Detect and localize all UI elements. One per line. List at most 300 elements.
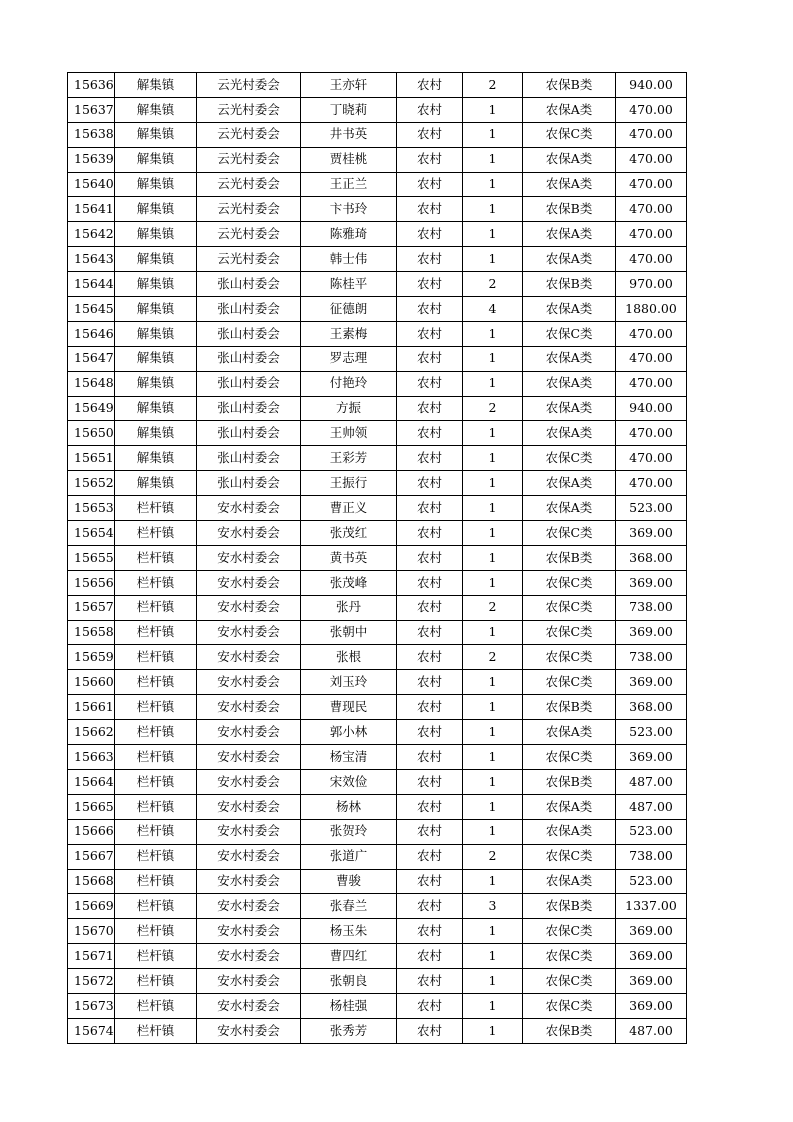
village-committee-cell: 云光村委会 xyxy=(197,197,301,222)
table-row xyxy=(68,1018,687,1043)
record-id-cell: 15640 xyxy=(68,172,115,197)
household-size-cell: 2 xyxy=(463,272,523,297)
table-row xyxy=(68,645,687,670)
household-size-cell: 1 xyxy=(463,147,523,172)
household-size-cell: 1 xyxy=(463,545,523,570)
record-id-cell: 15645 xyxy=(68,297,115,322)
insurance-category-cell: 农保A类 xyxy=(523,794,616,819)
table-row xyxy=(68,869,687,894)
table-row xyxy=(68,969,687,994)
village-committee-cell: 张山村委会 xyxy=(197,396,301,421)
household-type-cell: 农村 xyxy=(397,1018,463,1043)
insurance-category-cell: 农保C类 xyxy=(523,844,616,869)
village-committee-cell: 云光村委会 xyxy=(197,97,301,122)
insurance-category-cell: 农保B类 xyxy=(523,894,616,919)
table-row xyxy=(68,919,687,944)
household-size-cell: 1 xyxy=(463,197,523,222)
table-row xyxy=(68,421,687,446)
household-size-cell: 1 xyxy=(463,570,523,595)
person-name-cell: 曹现民 xyxy=(301,695,397,720)
household-size-cell: 2 xyxy=(463,396,523,421)
person-name-cell: 杨宝清 xyxy=(301,745,397,770)
amount-cell: 738.00 xyxy=(616,595,687,620)
household-size-cell: 1 xyxy=(463,869,523,894)
table-row xyxy=(68,695,687,720)
town-cell: 解集镇 xyxy=(115,272,197,297)
amount-cell: 369.00 xyxy=(616,670,687,695)
amount-cell: 369.00 xyxy=(616,745,687,770)
village-committee-cell: 安水村委会 xyxy=(197,695,301,720)
insurance-category-cell: 农保C类 xyxy=(523,570,616,595)
amount-cell: 470.00 xyxy=(616,346,687,371)
village-committee-cell: 安水村委会 xyxy=(197,745,301,770)
amount-cell: 470.00 xyxy=(616,147,687,172)
table-row xyxy=(68,894,687,919)
person-name-cell: 井书英 xyxy=(301,122,397,147)
village-committee-cell: 云光村委会 xyxy=(197,247,301,272)
person-name-cell: 陈雅琦 xyxy=(301,222,397,247)
insurance-category-cell: 农保A类 xyxy=(523,346,616,371)
person-name-cell: 郭小林 xyxy=(301,720,397,745)
person-name-cell: 张茂峰 xyxy=(301,570,397,595)
town-cell: 解集镇 xyxy=(115,197,197,222)
record-id-cell: 15657 xyxy=(68,595,115,620)
village-committee-cell: 云光村委会 xyxy=(197,222,301,247)
record-id-cell: 15665 xyxy=(68,794,115,819)
record-id-cell: 15674 xyxy=(68,1018,115,1043)
person-name-cell: 韩士伟 xyxy=(301,247,397,272)
amount-cell: 369.00 xyxy=(616,570,687,595)
town-cell: 栏杆镇 xyxy=(115,919,197,944)
person-name-cell: 丁晓莉 xyxy=(301,97,397,122)
household-size-cell: 1 xyxy=(463,521,523,546)
insurance-category-cell: 农保A类 xyxy=(523,421,616,446)
town-cell: 栏杆镇 xyxy=(115,794,197,819)
amount-cell: 470.00 xyxy=(616,197,687,222)
household-size-cell: 1 xyxy=(463,1018,523,1043)
table-row xyxy=(68,321,687,346)
table-row xyxy=(68,819,687,844)
town-cell: 解集镇 xyxy=(115,172,197,197)
household-type-cell: 农村 xyxy=(397,321,463,346)
amount-cell: 470.00 xyxy=(616,97,687,122)
person-name-cell: 王素梅 xyxy=(301,321,397,346)
record-id-cell: 15648 xyxy=(68,371,115,396)
village-committee-cell: 张山村委会 xyxy=(197,421,301,446)
amount-cell: 470.00 xyxy=(616,446,687,471)
person-name-cell: 陈桂平 xyxy=(301,272,397,297)
town-cell: 解集镇 xyxy=(115,421,197,446)
insurance-category-cell: 农保A类 xyxy=(523,496,616,521)
village-committee-cell: 安水村委会 xyxy=(197,545,301,570)
village-committee-cell: 安水村委会 xyxy=(197,595,301,620)
household-size-cell: 1 xyxy=(463,794,523,819)
household-type-cell: 农村 xyxy=(397,993,463,1018)
amount-cell: 368.00 xyxy=(616,545,687,570)
person-name-cell: 王振行 xyxy=(301,471,397,496)
amount-cell: 369.00 xyxy=(616,944,687,969)
household-type-cell: 农村 xyxy=(397,396,463,421)
town-cell: 解集镇 xyxy=(115,446,197,471)
insurance-category-cell: 农保A类 xyxy=(523,247,616,272)
amount-cell: 487.00 xyxy=(616,1018,687,1043)
household-size-cell: 2 xyxy=(463,73,523,98)
person-name-cell: 张贺玲 xyxy=(301,819,397,844)
insurance-category-cell: 农保A类 xyxy=(523,869,616,894)
household-size-cell: 1 xyxy=(463,969,523,994)
household-size-cell: 1 xyxy=(463,471,523,496)
table-row xyxy=(68,197,687,222)
amount-cell: 523.00 xyxy=(616,496,687,521)
town-cell: 解集镇 xyxy=(115,122,197,147)
village-committee-cell: 安水村委会 xyxy=(197,819,301,844)
village-committee-cell: 云光村委会 xyxy=(197,147,301,172)
household-type-cell: 农村 xyxy=(397,421,463,446)
table-row xyxy=(68,222,687,247)
town-cell: 栏杆镇 xyxy=(115,720,197,745)
insurance-category-cell: 农保B类 xyxy=(523,769,616,794)
household-size-cell: 1 xyxy=(463,670,523,695)
table-row xyxy=(68,446,687,471)
table-row xyxy=(68,545,687,570)
household-type-cell: 农村 xyxy=(397,147,463,172)
record-id-cell: 15669 xyxy=(68,894,115,919)
amount-cell: 523.00 xyxy=(616,869,687,894)
table-row xyxy=(68,620,687,645)
person-name-cell: 曹骏 xyxy=(301,869,397,894)
table-row xyxy=(68,396,687,421)
household-type-cell: 农村 xyxy=(397,570,463,595)
household-type-cell: 农村 xyxy=(397,695,463,720)
town-cell: 栏杆镇 xyxy=(115,894,197,919)
insurance-category-cell: 农保A类 xyxy=(523,371,616,396)
town-cell: 解集镇 xyxy=(115,471,197,496)
household-size-cell: 3 xyxy=(463,894,523,919)
household-size-cell: 1 xyxy=(463,122,523,147)
insurance-category-cell: 农保C类 xyxy=(523,645,616,670)
household-size-cell: 1 xyxy=(463,919,523,944)
table-row xyxy=(68,122,687,147)
table-row xyxy=(68,595,687,620)
village-committee-cell: 云光村委会 xyxy=(197,122,301,147)
person-name-cell: 张朝中 xyxy=(301,620,397,645)
table-row xyxy=(68,944,687,969)
insurance-category-cell: 农保B类 xyxy=(523,272,616,297)
amount-cell: 487.00 xyxy=(616,769,687,794)
insurance-category-cell: 农保B类 xyxy=(523,545,616,570)
record-id-cell: 15647 xyxy=(68,346,115,371)
household-type-cell: 农村 xyxy=(397,819,463,844)
village-committee-cell: 安水村委会 xyxy=(197,720,301,745)
person-name-cell: 杨玉朱 xyxy=(301,919,397,944)
village-committee-cell: 张山村委会 xyxy=(197,272,301,297)
person-name-cell: 方振 xyxy=(301,396,397,421)
town-cell: 栏杆镇 xyxy=(115,844,197,869)
record-id-cell: 15667 xyxy=(68,844,115,869)
household-size-cell: 1 xyxy=(463,97,523,122)
insurance-category-cell: 农保A类 xyxy=(523,222,616,247)
amount-cell: 369.00 xyxy=(616,919,687,944)
household-type-cell: 农村 xyxy=(397,794,463,819)
table-row xyxy=(68,97,687,122)
insurance-category-cell: 农保B类 xyxy=(523,1018,616,1043)
village-committee-cell: 安水村委会 xyxy=(197,570,301,595)
town-cell: 栏杆镇 xyxy=(115,869,197,894)
insurance-category-cell: 农保C类 xyxy=(523,122,616,147)
record-table xyxy=(67,72,687,1044)
insurance-category-cell: 农保A类 xyxy=(523,147,616,172)
amount-cell: 487.00 xyxy=(616,794,687,819)
village-committee-cell: 安水村委会 xyxy=(197,496,301,521)
table-row xyxy=(68,471,687,496)
amount-cell: 470.00 xyxy=(616,471,687,496)
amount-cell: 940.00 xyxy=(616,396,687,421)
table-row xyxy=(68,172,687,197)
insurance-category-cell: 农保C类 xyxy=(523,969,616,994)
record-id-cell: 15655 xyxy=(68,545,115,570)
village-committee-cell: 云光村委会 xyxy=(197,73,301,98)
town-cell: 栏杆镇 xyxy=(115,670,197,695)
town-cell: 解集镇 xyxy=(115,396,197,421)
record-id-cell: 15639 xyxy=(68,147,115,172)
household-type-cell: 农村 xyxy=(397,346,463,371)
household-type-cell: 农村 xyxy=(397,894,463,919)
town-cell: 栏杆镇 xyxy=(115,645,197,670)
insurance-category-cell: 农保C类 xyxy=(523,620,616,645)
table-row xyxy=(68,670,687,695)
record-id-cell: 15653 xyxy=(68,496,115,521)
insurance-category-cell: 农保C类 xyxy=(523,446,616,471)
town-cell: 栏杆镇 xyxy=(115,521,197,546)
person-name-cell: 刘玉玲 xyxy=(301,670,397,695)
household-size-cell: 1 xyxy=(463,769,523,794)
person-name-cell: 曹四红 xyxy=(301,944,397,969)
household-type-cell: 农村 xyxy=(397,645,463,670)
amount-cell: 369.00 xyxy=(616,969,687,994)
household-size-cell: 1 xyxy=(463,222,523,247)
village-committee-cell: 安水村委会 xyxy=(197,869,301,894)
table-row xyxy=(68,73,687,98)
person-name-cell: 张茂红 xyxy=(301,521,397,546)
household-size-cell: 1 xyxy=(463,620,523,645)
amount-cell: 470.00 xyxy=(616,172,687,197)
insurance-category-cell: 农保C类 xyxy=(523,944,616,969)
record-id-cell: 15654 xyxy=(68,521,115,546)
table-row xyxy=(68,844,687,869)
town-cell: 解集镇 xyxy=(115,297,197,322)
village-committee-cell: 张山村委会 xyxy=(197,346,301,371)
amount-cell: 368.00 xyxy=(616,695,687,720)
table-row xyxy=(68,496,687,521)
person-name-cell: 黄书英 xyxy=(301,545,397,570)
record-id-cell: 15643 xyxy=(68,247,115,272)
person-name-cell: 卞书玲 xyxy=(301,197,397,222)
amount-cell: 470.00 xyxy=(616,222,687,247)
town-cell: 栏杆镇 xyxy=(115,769,197,794)
town-cell: 解集镇 xyxy=(115,73,197,98)
record-id-cell: 15652 xyxy=(68,471,115,496)
household-type-cell: 农村 xyxy=(397,944,463,969)
record-id-cell: 15662 xyxy=(68,720,115,745)
record-id-cell: 15638 xyxy=(68,122,115,147)
household-type-cell: 农村 xyxy=(397,371,463,396)
person-name-cell: 王正兰 xyxy=(301,172,397,197)
town-cell: 栏杆镇 xyxy=(115,620,197,645)
village-committee-cell: 安水村委会 xyxy=(197,1018,301,1043)
town-cell: 栏杆镇 xyxy=(115,496,197,521)
insurance-category-cell: 农保C类 xyxy=(523,595,616,620)
household-size-cell: 1 xyxy=(463,247,523,272)
record-id-cell: 15641 xyxy=(68,197,115,222)
insurance-category-cell: 农保A类 xyxy=(523,396,616,421)
table-row xyxy=(68,745,687,770)
insurance-category-cell: 农保B类 xyxy=(523,695,616,720)
household-size-cell: 1 xyxy=(463,720,523,745)
amount-cell: 369.00 xyxy=(616,620,687,645)
household-type-cell: 农村 xyxy=(397,496,463,521)
household-type-cell: 农村 xyxy=(397,720,463,745)
household-size-cell: 2 xyxy=(463,844,523,869)
person-name-cell: 罗志理 xyxy=(301,346,397,371)
household-size-cell: 1 xyxy=(463,993,523,1018)
town-cell: 解集镇 xyxy=(115,321,197,346)
insurance-category-cell: 农保A类 xyxy=(523,97,616,122)
household-type-cell: 农村 xyxy=(397,869,463,894)
town-cell: 栏杆镇 xyxy=(115,993,197,1018)
household-size-cell: 1 xyxy=(463,346,523,371)
insurance-category-cell: 农保A类 xyxy=(523,720,616,745)
person-name-cell: 张春兰 xyxy=(301,894,397,919)
person-name-cell: 宋效俭 xyxy=(301,769,397,794)
amount-cell: 523.00 xyxy=(616,720,687,745)
village-committee-cell: 张山村委会 xyxy=(197,321,301,346)
household-type-cell: 农村 xyxy=(397,670,463,695)
table-row xyxy=(68,521,687,546)
village-committee-cell: 安水村委会 xyxy=(197,645,301,670)
record-id-cell: 15673 xyxy=(68,993,115,1018)
town-cell: 栏杆镇 xyxy=(115,695,197,720)
person-name-cell: 张道广 xyxy=(301,844,397,869)
household-type-cell: 农村 xyxy=(397,471,463,496)
village-committee-cell: 安水村委会 xyxy=(197,993,301,1018)
insurance-category-cell: 农保C类 xyxy=(523,993,616,1018)
amount-cell: 470.00 xyxy=(616,247,687,272)
record-id-cell: 15672 xyxy=(68,969,115,994)
household-size-cell: 1 xyxy=(463,745,523,770)
village-committee-cell: 张山村委会 xyxy=(197,371,301,396)
village-committee-cell: 安水村委会 xyxy=(197,670,301,695)
table-row xyxy=(68,247,687,272)
insurance-category-cell: 农保C类 xyxy=(523,670,616,695)
town-cell: 解集镇 xyxy=(115,247,197,272)
town-cell: 栏杆镇 xyxy=(115,545,197,570)
record-id-cell: 15660 xyxy=(68,670,115,695)
record-id-cell: 15636 xyxy=(68,73,115,98)
household-size-cell: 1 xyxy=(463,819,523,844)
record-id-cell: 15670 xyxy=(68,919,115,944)
record-id-cell: 15656 xyxy=(68,570,115,595)
amount-cell: 470.00 xyxy=(616,371,687,396)
record-id-cell: 15663 xyxy=(68,745,115,770)
household-size-cell: 1 xyxy=(463,695,523,720)
table-row xyxy=(68,720,687,745)
household-size-cell: 1 xyxy=(463,321,523,346)
household-size-cell: 4 xyxy=(463,297,523,322)
person-name-cell: 王亦轩 xyxy=(301,73,397,98)
household-type-cell: 农村 xyxy=(397,222,463,247)
household-size-cell: 1 xyxy=(463,496,523,521)
person-name-cell: 张秀芳 xyxy=(301,1018,397,1043)
household-size-cell: 1 xyxy=(463,172,523,197)
village-committee-cell: 张山村委会 xyxy=(197,446,301,471)
person-name-cell: 张根 xyxy=(301,645,397,670)
table-row xyxy=(68,297,687,322)
household-type-cell: 农村 xyxy=(397,272,463,297)
record-id-cell: 15646 xyxy=(68,321,115,346)
town-cell: 解集镇 xyxy=(115,371,197,396)
person-name-cell: 曹正义 xyxy=(301,496,397,521)
table-row xyxy=(68,794,687,819)
town-cell: 栏杆镇 xyxy=(115,570,197,595)
town-cell: 解集镇 xyxy=(115,222,197,247)
village-committee-cell: 安水村委会 xyxy=(197,969,301,994)
insurance-category-cell: 农保A类 xyxy=(523,471,616,496)
village-committee-cell: 安水村委会 xyxy=(197,794,301,819)
amount-cell: 523.00 xyxy=(616,819,687,844)
record-id-cell: 15671 xyxy=(68,944,115,969)
record-id-cell: 15650 xyxy=(68,421,115,446)
amount-cell: 470.00 xyxy=(616,421,687,446)
person-name-cell: 张丹 xyxy=(301,595,397,620)
household-type-cell: 农村 xyxy=(397,844,463,869)
amount-cell: 1880.00 xyxy=(616,297,687,322)
record-id-cell: 15664 xyxy=(68,769,115,794)
table-row xyxy=(68,371,687,396)
record-id-cell: 15661 xyxy=(68,695,115,720)
household-type-cell: 农村 xyxy=(397,595,463,620)
household-type-cell: 农村 xyxy=(397,545,463,570)
village-committee-cell: 安水村委会 xyxy=(197,769,301,794)
town-cell: 解集镇 xyxy=(115,147,197,172)
record-id-cell: 15666 xyxy=(68,819,115,844)
village-committee-cell: 安水村委会 xyxy=(197,944,301,969)
household-type-cell: 农村 xyxy=(397,122,463,147)
household-type-cell: 农村 xyxy=(397,297,463,322)
household-size-cell: 2 xyxy=(463,595,523,620)
insurance-category-cell: 农保C类 xyxy=(523,321,616,346)
insurance-category-cell: 农保A类 xyxy=(523,172,616,197)
record-id-cell: 15668 xyxy=(68,869,115,894)
household-size-cell: 2 xyxy=(463,645,523,670)
record-id-cell: 15644 xyxy=(68,272,115,297)
household-type-cell: 农村 xyxy=(397,969,463,994)
insurance-category-cell: 农保B类 xyxy=(523,197,616,222)
household-type-cell: 农村 xyxy=(397,73,463,98)
amount-cell: 470.00 xyxy=(616,122,687,147)
village-committee-cell: 张山村委会 xyxy=(197,471,301,496)
village-committee-cell: 安水村委会 xyxy=(197,844,301,869)
town-cell: 栏杆镇 xyxy=(115,944,197,969)
record-id-cell: 15659 xyxy=(68,645,115,670)
household-type-cell: 农村 xyxy=(397,247,463,272)
household-type-cell: 农村 xyxy=(397,172,463,197)
household-type-cell: 农村 xyxy=(397,745,463,770)
record-id-cell: 15637 xyxy=(68,97,115,122)
town-cell: 栏杆镇 xyxy=(115,1018,197,1043)
insurance-category-cell: 农保C类 xyxy=(523,745,616,770)
person-name-cell: 杨林 xyxy=(301,794,397,819)
record-id-cell: 15651 xyxy=(68,446,115,471)
